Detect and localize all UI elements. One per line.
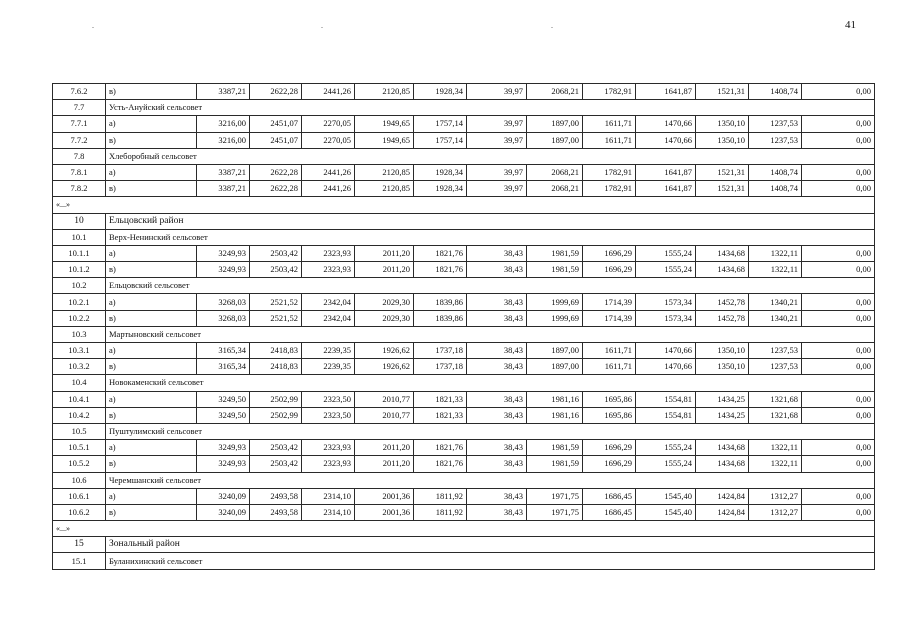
value-cell: 0,00 [802, 116, 875, 132]
value-cell: 1555,24 [636, 440, 696, 456]
value-cell: 39,97 [467, 132, 527, 148]
value-cell: 1695,86 [583, 407, 636, 423]
page-number: 41 [845, 19, 856, 31]
tariff-table [52, 83, 875, 570]
omission-row [53, 197, 875, 213]
row-code: 7.7.1 [53, 116, 106, 132]
row-variant: а) [106, 343, 197, 359]
value-cell: 0,00 [802, 343, 875, 359]
value-cell: 1611,71 [583, 116, 636, 132]
value-cell: 1424,84 [696, 488, 749, 504]
row-code: 10.3.2 [53, 359, 106, 375]
value-cell: 1821,76 [414, 456, 467, 472]
value-cell: 1470,66 [636, 132, 696, 148]
value-cell: 1555,24 [636, 456, 696, 472]
value-cell: 1737,18 [414, 359, 467, 375]
header-dot: . [551, 21, 553, 30]
value-cell: 1782,91 [583, 84, 636, 100]
value-cell: 1737,18 [414, 343, 467, 359]
value-cell: 1782,91 [583, 164, 636, 180]
row-variant: в) [106, 456, 197, 472]
value-cell: 2503,42 [250, 245, 302, 261]
table-body [53, 84, 875, 570]
value-cell: 3387,21 [197, 164, 250, 180]
value-cell: 3387,21 [197, 84, 250, 100]
value-cell: 3240,09 [197, 488, 250, 504]
row-code: 7.8.1 [53, 164, 106, 180]
value-cell: 0,00 [802, 310, 875, 326]
section-row [53, 326, 875, 342]
value-cell: 1452,78 [696, 310, 749, 326]
value-cell: 1555,24 [636, 245, 696, 261]
omission-marker: «...» [53, 521, 875, 537]
value-cell: 0,00 [802, 359, 875, 375]
value-cell: 39,97 [467, 164, 527, 180]
value-cell: 2011,20 [355, 262, 414, 278]
value-cell: 2451,07 [250, 132, 302, 148]
value-cell: 2001,36 [355, 488, 414, 504]
value-cell: 39,97 [467, 116, 527, 132]
value-cell: 2503,42 [250, 440, 302, 456]
value-cell: 1545,40 [636, 488, 696, 504]
value-cell: 2270,05 [302, 116, 355, 132]
value-cell: 2011,20 [355, 440, 414, 456]
value-cell: 2323,50 [302, 407, 355, 423]
value-cell: 1949,65 [355, 132, 414, 148]
value-cell: 0,00 [802, 488, 875, 504]
value-cell: 1971,75 [527, 504, 583, 520]
value-cell: 0,00 [802, 407, 875, 423]
value-cell: 1554,81 [636, 407, 696, 423]
row-code: 10 [53, 213, 106, 229]
value-cell: 1696,29 [583, 245, 636, 261]
omission-marker: «...» [53, 197, 875, 213]
value-cell: 1340,21 [749, 294, 802, 310]
value-cell: 2010,77 [355, 407, 414, 423]
value-cell: 1573,34 [636, 310, 696, 326]
row-variant: в) [106, 181, 197, 197]
value-cell: 2314,10 [302, 504, 355, 520]
table-row [53, 84, 875, 100]
value-cell: 1408,74 [749, 164, 802, 180]
value-cell: 1821,76 [414, 440, 467, 456]
value-cell: 1321,68 [749, 391, 802, 407]
district-row [53, 213, 875, 229]
row-code: 10.4.1 [53, 391, 106, 407]
value-cell: 1340,21 [749, 310, 802, 326]
value-cell: 38,43 [467, 245, 527, 261]
value-cell: 38,43 [467, 391, 527, 407]
row-variant: а) [106, 440, 197, 456]
table-row [53, 262, 875, 278]
row-code: 10.1.2 [53, 262, 106, 278]
row-variant: в) [106, 84, 197, 100]
value-cell: 1554,81 [636, 391, 696, 407]
value-cell: 2323,93 [302, 262, 355, 278]
value-cell: 1897,00 [527, 343, 583, 359]
value-cell: 1897,00 [527, 359, 583, 375]
value-cell: 2502,99 [250, 391, 302, 407]
value-cell: 2029,30 [355, 294, 414, 310]
value-cell: 2503,42 [250, 456, 302, 472]
value-cell: 0,00 [802, 164, 875, 180]
value-cell: 1971,75 [527, 488, 583, 504]
value-cell: 2068,21 [527, 84, 583, 100]
value-cell: 38,43 [467, 343, 527, 359]
value-cell: 39,97 [467, 181, 527, 197]
row-variant: а) [106, 488, 197, 504]
value-cell: 0,00 [802, 262, 875, 278]
value-cell: 1545,40 [636, 504, 696, 520]
value-cell: 2001,36 [355, 504, 414, 520]
value-cell: 3249,93 [197, 245, 250, 261]
value-cell: 2521,52 [250, 294, 302, 310]
value-cell: 1350,10 [696, 359, 749, 375]
value-cell: 2622,28 [250, 164, 302, 180]
value-cell: 1696,29 [583, 456, 636, 472]
value-cell: 2239,35 [302, 343, 355, 359]
value-cell: 1686,45 [583, 488, 636, 504]
row-code: 7.8.2 [53, 181, 106, 197]
value-cell: 1312,27 [749, 504, 802, 520]
section-row [53, 423, 875, 439]
value-cell: 2068,21 [527, 181, 583, 197]
value-cell: 1350,10 [696, 343, 749, 359]
value-cell: 0,00 [802, 391, 875, 407]
row-code: 10.4 [53, 375, 106, 391]
value-cell: 1555,24 [636, 262, 696, 278]
value-cell: 0,00 [802, 294, 875, 310]
section-row [53, 278, 875, 294]
value-cell: 2120,85 [355, 84, 414, 100]
section-row [53, 229, 875, 245]
row-variant: а) [106, 391, 197, 407]
row-variant: а) [106, 116, 197, 132]
value-cell: 3249,93 [197, 262, 250, 278]
value-cell: 1821,76 [414, 262, 467, 278]
value-cell: 2068,21 [527, 164, 583, 180]
value-cell: 3216,00 [197, 116, 250, 132]
value-cell: 1928,34 [414, 181, 467, 197]
row-code: 10.3.1 [53, 343, 106, 359]
value-cell: 2441,26 [302, 181, 355, 197]
value-cell: 1981,59 [527, 245, 583, 261]
value-cell: 1237,53 [749, 132, 802, 148]
row-code: 10.2.1 [53, 294, 106, 310]
value-cell: 2451,07 [250, 116, 302, 132]
table-row [53, 391, 875, 407]
value-cell: 2120,85 [355, 181, 414, 197]
value-cell: 0,00 [802, 440, 875, 456]
value-cell: 1521,31 [696, 84, 749, 100]
row-variant: а) [106, 164, 197, 180]
value-cell: 1322,11 [749, 262, 802, 278]
row-code: 7.6.2 [53, 84, 106, 100]
value-cell: 1928,34 [414, 84, 467, 100]
value-cell: 2441,26 [302, 84, 355, 100]
row-variant: а) [106, 245, 197, 261]
header-dot: . [321, 21, 323, 30]
value-cell: 2323,93 [302, 440, 355, 456]
value-cell: 2503,42 [250, 262, 302, 278]
value-cell: 1521,31 [696, 164, 749, 180]
value-cell: 1757,14 [414, 116, 467, 132]
value-cell: 1611,71 [583, 132, 636, 148]
council-name: Ельцовский сельсовет [106, 278, 875, 294]
value-cell: 3249,50 [197, 407, 250, 423]
table-row [53, 164, 875, 180]
value-cell: 1452,78 [696, 294, 749, 310]
table-row [53, 407, 875, 423]
table-row [53, 132, 875, 148]
value-cell: 1949,65 [355, 116, 414, 132]
value-cell: 2418,83 [250, 359, 302, 375]
section-row [53, 553, 875, 569]
value-cell: 1321,68 [749, 407, 802, 423]
value-cell: 1696,29 [583, 262, 636, 278]
value-cell: 3268,03 [197, 310, 250, 326]
table-row [53, 181, 875, 197]
value-cell: 1811,92 [414, 504, 467, 520]
row-code: 15.1 [53, 553, 106, 569]
value-cell: 1821,76 [414, 245, 467, 261]
value-cell: 1811,92 [414, 488, 467, 504]
row-code: 10.5 [53, 423, 106, 439]
section-row [53, 375, 875, 391]
value-cell: 1322,11 [749, 456, 802, 472]
value-cell: 38,43 [467, 407, 527, 423]
row-variant: в) [106, 262, 197, 278]
value-cell: 1839,86 [414, 294, 467, 310]
value-cell: 1424,84 [696, 504, 749, 520]
value-cell: 2342,04 [302, 294, 355, 310]
value-cell: 2441,26 [302, 164, 355, 180]
row-variant: в) [106, 407, 197, 423]
table-row [53, 456, 875, 472]
section-row [53, 472, 875, 488]
value-cell: 1237,53 [749, 359, 802, 375]
value-cell: 38,43 [467, 456, 527, 472]
value-cell: 3249,93 [197, 456, 250, 472]
value-cell: 0,00 [802, 504, 875, 520]
value-cell: 38,43 [467, 294, 527, 310]
value-cell: 1434,25 [696, 407, 749, 423]
row-code: 10.6 [53, 472, 106, 488]
row-code: 10.5.1 [53, 440, 106, 456]
value-cell: 1714,39 [583, 310, 636, 326]
value-cell: 1408,74 [749, 181, 802, 197]
value-cell: 3387,21 [197, 181, 250, 197]
value-cell: 1470,66 [636, 359, 696, 375]
value-cell: 3165,34 [197, 359, 250, 375]
value-cell: 2418,83 [250, 343, 302, 359]
value-cell: 1981,59 [527, 440, 583, 456]
council-name: Хлеборобный сельсовет [106, 148, 875, 164]
value-cell: 1981,59 [527, 456, 583, 472]
table-row [53, 343, 875, 359]
council-name: Мартыновский сельсовет [106, 326, 875, 342]
row-code: 10.2.2 [53, 310, 106, 326]
value-cell: 1981,16 [527, 391, 583, 407]
district-name: Ельцовский район [106, 213, 875, 229]
omission-row [53, 521, 875, 537]
value-cell: 1312,27 [749, 488, 802, 504]
value-cell: 3165,34 [197, 343, 250, 359]
value-cell: 2323,50 [302, 391, 355, 407]
value-cell: 1350,10 [696, 116, 749, 132]
value-cell: 1611,71 [583, 359, 636, 375]
value-cell: 2010,77 [355, 391, 414, 407]
value-cell: 1981,16 [527, 407, 583, 423]
value-cell: 2239,35 [302, 359, 355, 375]
value-cell: 2323,93 [302, 456, 355, 472]
value-cell: 1714,39 [583, 294, 636, 310]
section-row [53, 148, 875, 164]
table-row [53, 504, 875, 520]
value-cell: 1897,00 [527, 116, 583, 132]
section-row [53, 100, 875, 116]
value-cell: 1611,71 [583, 343, 636, 359]
value-cell: 2622,28 [250, 181, 302, 197]
table-row [53, 245, 875, 261]
row-variant: в) [106, 359, 197, 375]
row-variant: в) [106, 504, 197, 520]
value-cell: 38,43 [467, 262, 527, 278]
value-cell: 1470,66 [636, 116, 696, 132]
value-cell: 1897,00 [527, 132, 583, 148]
value-cell: 2029,30 [355, 310, 414, 326]
value-cell: 38,43 [467, 504, 527, 520]
value-cell: 2493,58 [250, 504, 302, 520]
value-cell: 2270,05 [302, 132, 355, 148]
value-cell: 1999,69 [527, 294, 583, 310]
council-name: Буланихинский сельсовет [106, 553, 875, 569]
value-cell: 1434,68 [696, 456, 749, 472]
value-cell: 2342,04 [302, 310, 355, 326]
row-code: 10.4.2 [53, 407, 106, 423]
value-cell: 1322,11 [749, 245, 802, 261]
row-code: 7.8 [53, 148, 106, 164]
row-variant: в) [106, 310, 197, 326]
row-variant: в) [106, 132, 197, 148]
row-code: 7.7 [53, 100, 106, 116]
council-name: Черемшанский сельсовет [106, 472, 875, 488]
value-cell: 38,43 [467, 359, 527, 375]
value-cell: 0,00 [802, 132, 875, 148]
value-cell: 39,97 [467, 84, 527, 100]
value-cell: 0,00 [802, 456, 875, 472]
value-cell: 1999,69 [527, 310, 583, 326]
value-cell: 1839,86 [414, 310, 467, 326]
table-row [53, 488, 875, 504]
row-code: 10.6.2 [53, 504, 106, 520]
value-cell: 0,00 [802, 245, 875, 261]
value-cell: 1470,66 [636, 343, 696, 359]
value-cell: 2622,28 [250, 84, 302, 100]
value-cell: 2314,10 [302, 488, 355, 504]
value-cell: 1928,34 [414, 164, 467, 180]
district-name: Зональный район [106, 537, 875, 553]
value-cell: 1322,11 [749, 440, 802, 456]
district-row [53, 537, 875, 553]
value-cell: 1695,86 [583, 391, 636, 407]
value-cell: 1237,53 [749, 116, 802, 132]
row-variant: а) [106, 294, 197, 310]
council-name: Пуштулимский сельсовет [106, 423, 875, 439]
value-cell: 2502,99 [250, 407, 302, 423]
table-row [53, 116, 875, 132]
row-code: 15 [53, 537, 106, 553]
value-cell: 2120,85 [355, 164, 414, 180]
value-cell: 1434,68 [696, 245, 749, 261]
value-cell: 1981,59 [527, 262, 583, 278]
value-cell: 1434,68 [696, 440, 749, 456]
value-cell: 3216,00 [197, 132, 250, 148]
row-code: 7.7.2 [53, 132, 106, 148]
table-row [53, 310, 875, 326]
value-cell: 1521,31 [696, 181, 749, 197]
value-cell: 1350,10 [696, 132, 749, 148]
value-cell: 2493,58 [250, 488, 302, 504]
value-cell: 1434,68 [696, 262, 749, 278]
table-row [53, 294, 875, 310]
header-dot: . [92, 21, 94, 30]
value-cell: 2011,20 [355, 456, 414, 472]
value-cell: 1821,33 [414, 391, 467, 407]
row-code: 10.6.1 [53, 488, 106, 504]
value-cell: 1821,33 [414, 407, 467, 423]
value-cell: 1696,29 [583, 440, 636, 456]
row-code: 10.5.2 [53, 456, 106, 472]
value-cell: 2521,52 [250, 310, 302, 326]
value-cell: 1408,74 [749, 84, 802, 100]
row-code: 10.3 [53, 326, 106, 342]
value-cell: 1926,62 [355, 359, 414, 375]
row-code: 10.1.1 [53, 245, 106, 261]
value-cell: 1237,53 [749, 343, 802, 359]
value-cell: 1573,34 [636, 294, 696, 310]
value-cell: 1641,87 [636, 164, 696, 180]
table-row [53, 359, 875, 375]
row-code: 10.1 [53, 229, 106, 245]
council-name: Новокаменский сельсовет [106, 375, 875, 391]
value-cell: 1782,91 [583, 181, 636, 197]
value-cell: 3240,09 [197, 504, 250, 520]
value-cell: 2323,93 [302, 245, 355, 261]
value-cell: 3268,03 [197, 294, 250, 310]
value-cell: 3249,93 [197, 440, 250, 456]
value-cell: 1757,14 [414, 132, 467, 148]
value-cell: 38,43 [467, 440, 527, 456]
table-row [53, 440, 875, 456]
council-name: Усть-Ануйский сельсовет [106, 100, 875, 116]
value-cell: 1686,45 [583, 504, 636, 520]
value-cell: 1641,87 [636, 84, 696, 100]
council-name: Верх-Ненинский сельсовет [106, 229, 875, 245]
value-cell: 1434,25 [696, 391, 749, 407]
value-cell: 1926,62 [355, 343, 414, 359]
value-cell: 3249,50 [197, 391, 250, 407]
value-cell: 2011,20 [355, 245, 414, 261]
row-code: 10.2 [53, 278, 106, 294]
value-cell: 0,00 [802, 181, 875, 197]
value-cell: 38,43 [467, 310, 527, 326]
value-cell: 38,43 [467, 488, 527, 504]
value-cell: 0,00 [802, 84, 875, 100]
value-cell: 1641,87 [636, 181, 696, 197]
